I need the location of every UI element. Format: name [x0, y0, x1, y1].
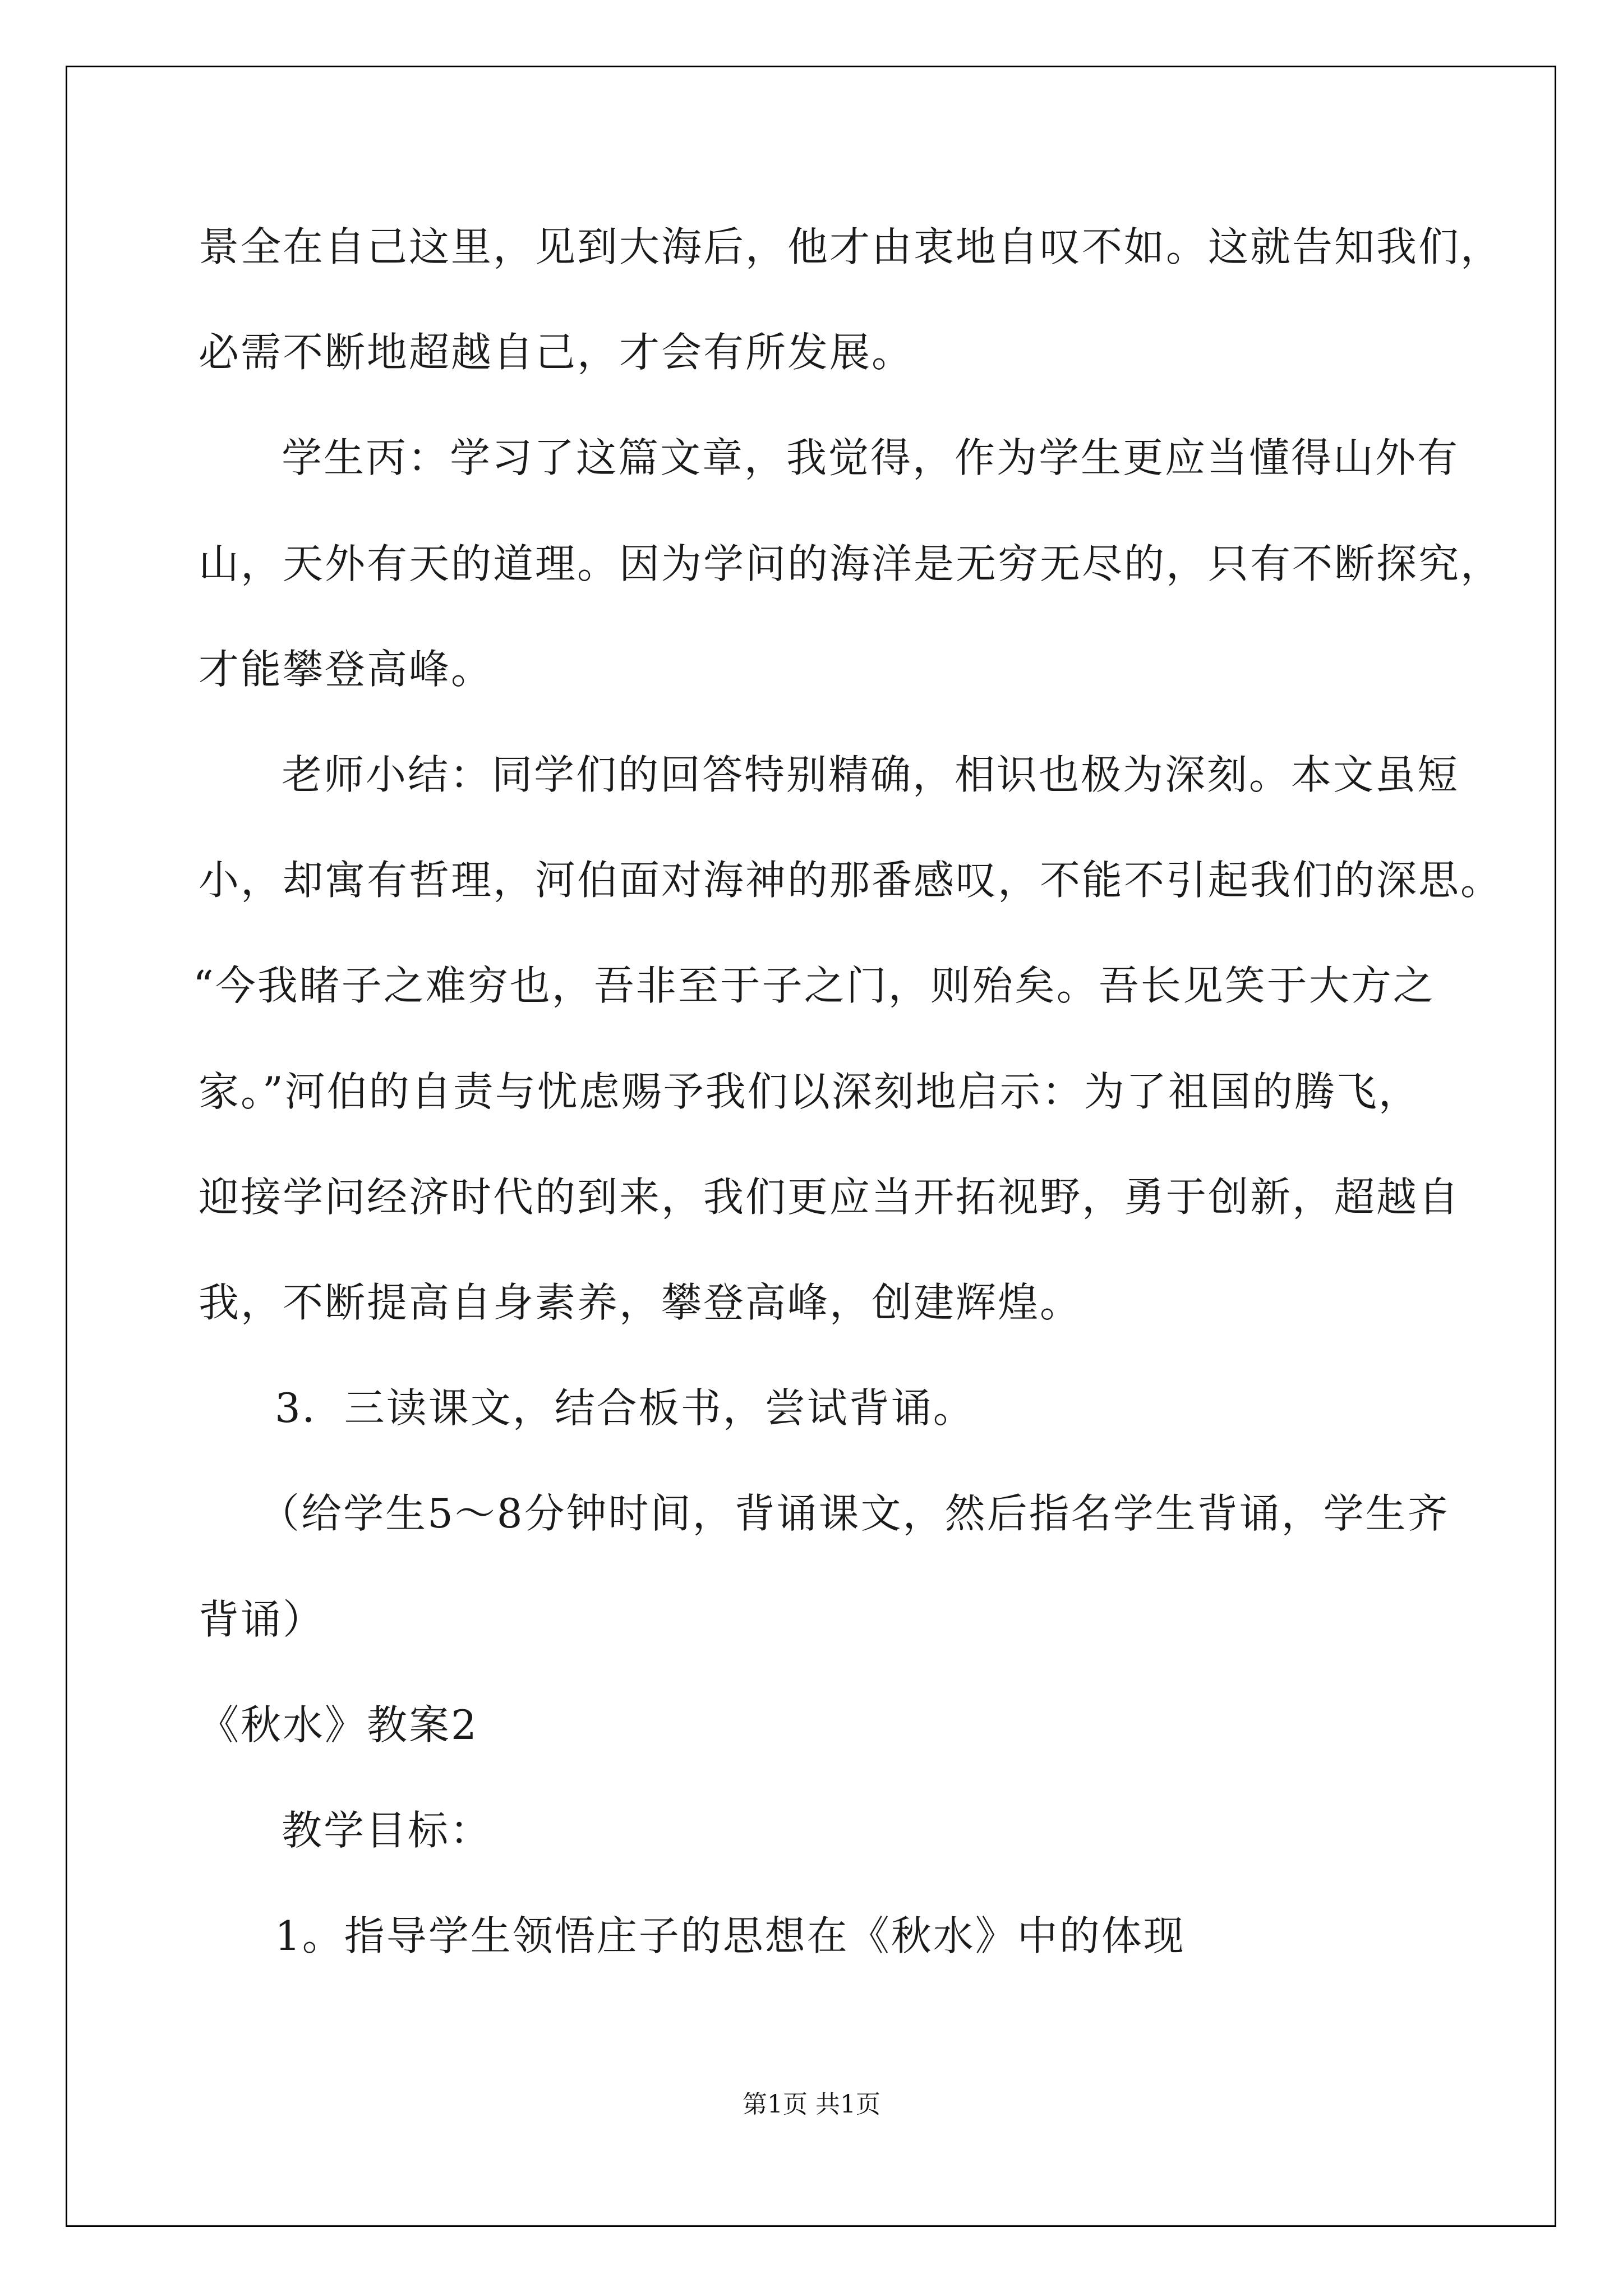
paragraph-line: 迎接学问经济时代的到来，我们更应当开拓视野，勇于创新，超越自 — [199, 1174, 1461, 1221]
paragraph-line: 学生丙：学习了这篇文章，我觉得，作为学生更应当懂得山外有 — [282, 434, 1460, 481]
page-footer: 第1页 共1页 — [743, 2090, 880, 2119]
paragraph-line: 1。指导学生领悟庄子的思想在《秋水》中的体现 — [275, 1912, 1186, 1959]
paragraph-line: 必需不断地超越自己，才会有所发展。 — [199, 329, 914, 376]
paragraph-line: 家。”河伯的自责与忧虑赐予我们以深刻地启示：为了祖国的腾飞， — [199, 1068, 1421, 1115]
paragraph-line: 才能攀登高峰。 — [199, 646, 494, 693]
paragraph-line: 老师小结：同学们的回答特别精确，相识也极为深刻。本文虽短 — [282, 751, 1460, 798]
section-heading: 《秋水》教案2 — [199, 1701, 478, 1749]
paragraph-line: （给学生5～8分钟时间，背诵课文，然后指名学生背诵，学生齐 — [259, 1490, 1450, 1537]
paragraph-line: 小，却寓有哲理，河伯面对海神的那番感叹，不能不引起我们的深思。 — [199, 857, 1503, 904]
paragraph-line: 3．三读课文，结合板书，尝试背诵。 — [275, 1384, 975, 1432]
paragraph-line: 山，天外有天的道理。因为学问的海洋是无穷无尽的，只有不断探究， — [199, 540, 1503, 587]
paragraph-line: 我，不断提高自身素养，攀登高峰，创建辉煌。 — [199, 1279, 1082, 1326]
paragraph-line: 教学目标： — [282, 1807, 492, 1854]
paragraph-line: 景全在自己这里，见到大海后，他才由衷地自叹不如。这就告知我们， — [199, 223, 1503, 270]
paragraph-line: 背诵） — [199, 1596, 325, 1643]
paragraph-line: “今我睹子之难穷也，吾非至于子之门，则殆矣。吾长见笑于大方之 — [193, 962, 1435, 1009]
